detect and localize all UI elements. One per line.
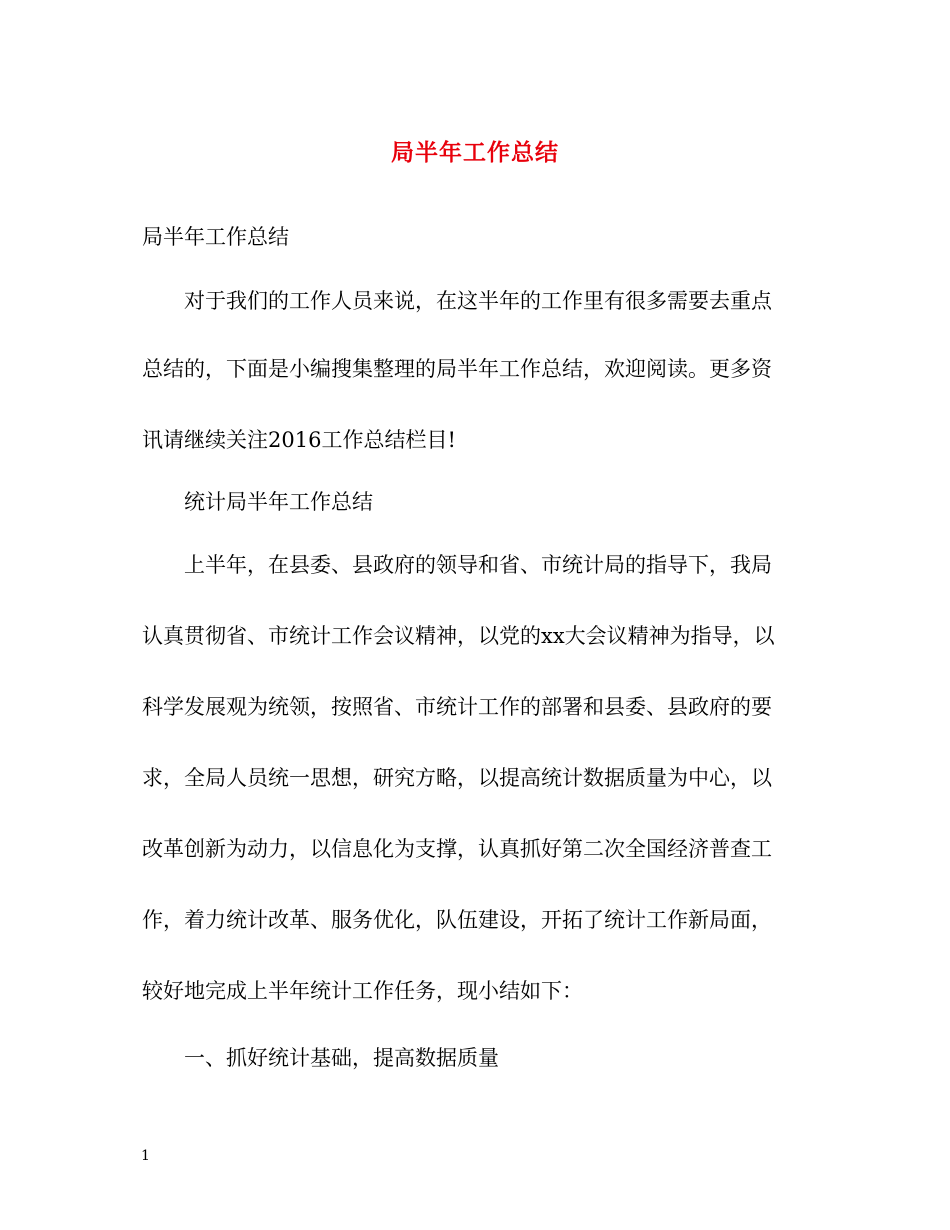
section-heading: 一、抓好统计基础，提高数据质量	[184, 1046, 499, 1070]
paragraph-line: 认真贯彻省、市统计工作会议精神，以党的xx大会议精神为指导，以	[142, 624, 775, 648]
page-number: 1	[141, 1148, 150, 1164]
paragraph-line: 总结的，下面是小编搜集整理的局半年工作总结，欢迎阅读。更多资	[142, 357, 772, 381]
paragraph-line: 改革创新为动力，以信息化为支撑，认真抓好第二次全国经济普查工	[142, 837, 772, 861]
paragraph-line: 讯请继续关注2016工作总结栏目!	[142, 428, 456, 452]
paragraph-line: 科学发展观为统领，按照省、市统计工作的部署和县委、县政府的要	[142, 695, 772, 719]
subtitle-line: 局半年工作总结	[142, 225, 289, 249]
page-title: 局半年工作总结	[391, 139, 559, 166]
paragraph-line: 较好地完成上半年统计工作任务，现小结如下：	[142, 979, 583, 1003]
paragraph-line: 上半年，在县委、县政府的领导和省、市统计局的指导下，我局	[184, 553, 772, 577]
paragraph-line: 作，着力统计改革、服务优化，队伍建设，开拓了统计工作新局面，	[142, 908, 772, 932]
section-heading: 统计局半年工作总结	[184, 490, 373, 514]
paragraph-line: 求，全局人员统一思想，研究方略，以提高统计数据质量为中心，以	[142, 766, 772, 790]
paragraph-line: 对于我们的工作人员来说，在这半年的工作里有很多需要去重点	[184, 289, 772, 313]
